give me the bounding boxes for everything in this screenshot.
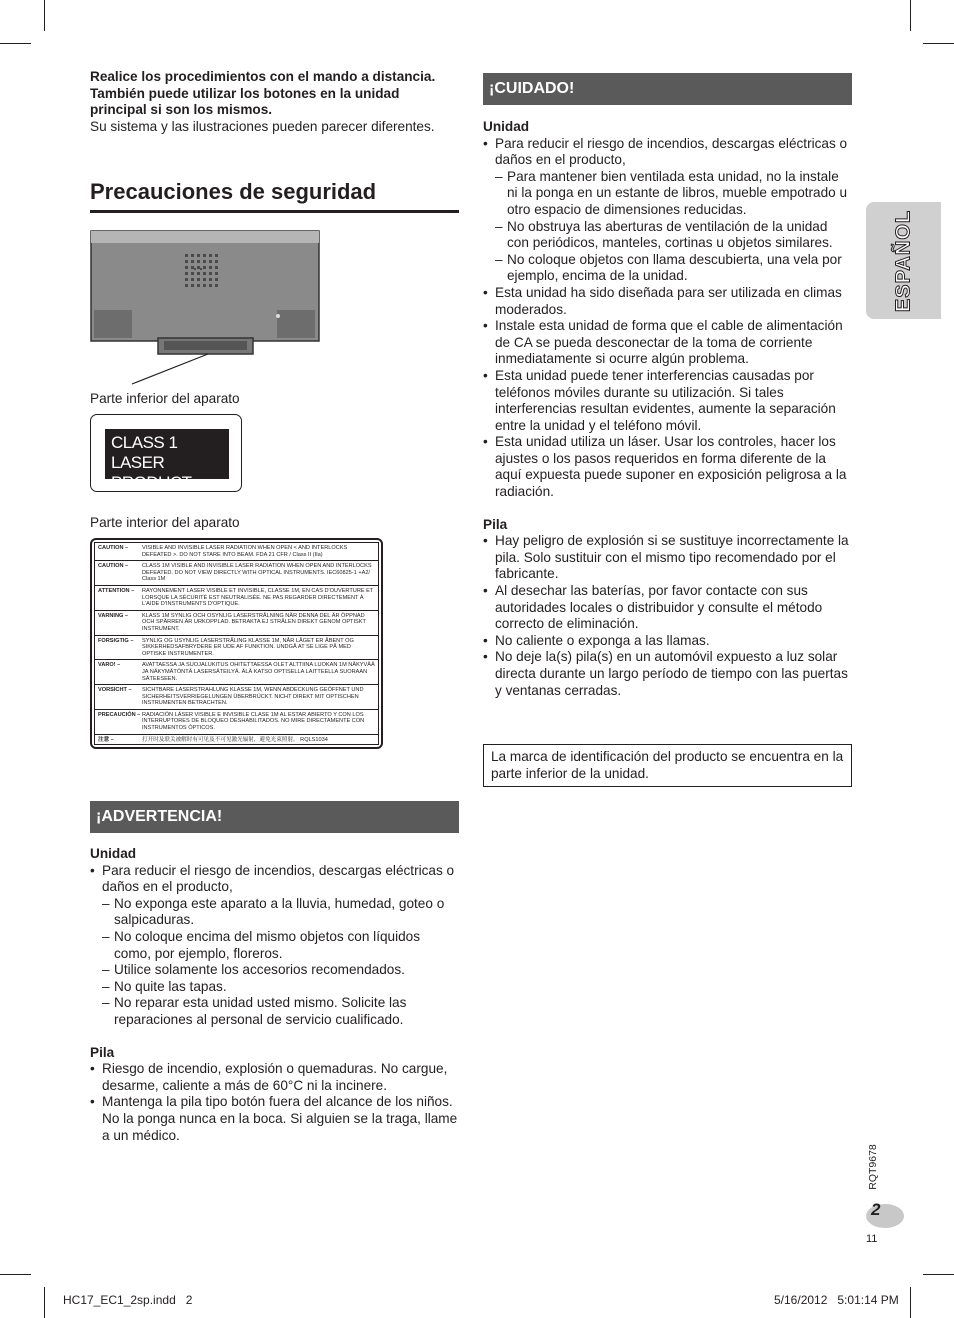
- unidad-label: Unidad: [90, 846, 137, 861]
- warning-row: VARO! – AVATTAESSA JA SUOJALUKITUS OHITETTAESSA OLET ALTTIINA LUOKAN 1M NÄKYVÄÄ JA NÄKYMÄTÖNTÄ LASERSÄTEILYÄ. ÄLÄ KATSO OPTISELLA LAITTEELLA SUORAAN SÄTEESEEN.: [95, 660, 378, 685]
- list-item: • No caliente o exponga a las llamas.: [483, 633, 853, 650]
- page-title: Precauciones de seguridad: [90, 179, 377, 204]
- crop-mark: [923, 1274, 954, 1275]
- list-item: • No deje la(s) pila(s) en un automóvil expuesto a luz solar directa durante un largo período de tiempo con las puertas y ventanas cerradas.: [483, 649, 853, 699]
- laser-class-line: CLASS 1: [111, 433, 178, 452]
- intro-line: Realice los procedimientos con el mando a distancia.: [90, 69, 436, 84]
- warning-row: VORSICHT – SICHTBARE LASERSTRAHLUNG KLASSE 1M, WENN ABDECKUNG GEÖFFNET UND SICHERHEITSVERRIEGELUNGEN ÜBERBRÜCKT. NICHT DIREKT MIT OPTISCHEN INSTRUMENTEN BETRACHTEN.: [95, 685, 378, 710]
- advertencia-body: [90, 846, 460, 1144]
- intro-note: Su sistema y las ilustraciones pueden parecer diferentes.: [90, 118, 435, 134]
- pila-label: Pila: [483, 516, 508, 532]
- sub-item: – No quite las tapas.: [102, 979, 460, 996]
- crop-mark: [0, 1274, 31, 1275]
- warning-row: FORSIGTIG – SYNLIG OG USYNLIG LASERSTRÅLING KLASSE 1M, NÅR LÅGET ER ÅBENT OG SIKKERHEDSAFBRYDERE ER UDE AF FUNKTION. UNDGÅ AT SE LIGE PÅ MED OPTISKE INSTRUMENTER.: [95, 636, 378, 661]
- sub-item: – No coloque objetos con llama descubierta, una vela por ejemplo, encima de la unidad.: [495, 252, 853, 285]
- list-item: • Mantenga la pila tipo botón fuera del alcance de los niños. No la ponga nunca en la boca. Si alguien se la traga, llame a un médico.: [90, 1094, 460, 1144]
- laser-class-label-frame: [90, 414, 242, 492]
- page-title-block: [90, 178, 459, 213]
- laser-warning-label: [90, 538, 383, 749]
- sub-item: – No coloque encima del mismo objetos con líquidos como, por ejemplo, floreros.: [102, 929, 460, 962]
- advertencia-heading: ¡ADVERTENCIA!: [90, 801, 459, 833]
- list-item: • Para reducir el riesgo de incendios, descargas eléctricas o daños en el producto, – No exponga este aparato a la lluvia, humedad, goteo o salpicaduras. – No coloque encima del mismo objetos con líquidos como, por ejemplo, floreros. – Utilice solamente los accesorios recomendados. – No quite las tapas. – No reparar esta unidad usted mismo. Solicite las reparaciones al personal de servicio cualificado.: [90, 863, 460, 1029]
- laser-class-line: LASER PRODUCT: [111, 453, 192, 492]
- crop-mark: [44, 0, 45, 31]
- list-item: • Esta unidad puede tener interferencias causadas por teléfonos móviles durante su utilización. Si tales interferencias resultan evidentes, aumente la separación entre la unidad y el teléfono móvil.: [483, 368, 853, 434]
- list-item: • Riesgo de incendio, explosión o quemaduras. No cargue, desarme, caliente a más de 60°C ni la incinere.: [90, 1061, 460, 1094]
- cuidado-body: [483, 119, 853, 699]
- warning-row: ATTENTION – RAYONNEMENT LASER VISIBLE ET INVISIBLE, CLASSE 1M, EN CAS D'OUVERTURE ET LORSQUE LA SÉCURITÉ EST NEUTRALISÉE. NE PAS REGARDER DIRECTEMENT À L'AIDE D'INSTRUMENTS D'OPTIQUE.: [95, 586, 378, 611]
- cuidado-heading: ¡CUIDADO!: [483, 73, 852, 105]
- product-id-note: La marca de identificación del producto se encuentra en la parte inferior de la unidad.: [483, 744, 852, 787]
- pila-label: Pila: [90, 1044, 115, 1060]
- intro-line: principal si son los mismos.: [90, 102, 273, 118]
- sub-item: – No obstruya las aberturas de ventilación de la unidad con periódicos, manteles, cortinas u objetos similares.: [495, 219, 853, 252]
- page-number: 2: [871, 1200, 881, 1219]
- crop-mark: [910, 1287, 911, 1318]
- list-item: • Esta unidad utiliza un láser. Usar los controles, hacer los ajustes o los pasos requeridos en forma diferente de la aquí expuesta puede suponer en exposición peligrosa a la radiación.: [483, 434, 853, 500]
- language-tab-label: ESPAÑOL: [892, 209, 914, 312]
- warning-row: CAUTION – CLASS 1M VISIBLE AND INVISIBLE LASER RADIATION WHEN OPEN AND INTERLOCKS DEFEATED. DO NOT VIEW DIRECTLY WITH OPTICAL INSTRUMENTS. IEC60825-1 +A2/ Class 1M: [95, 561, 378, 586]
- warning-row: CAUTION – VISIBLE AND INVISIBLE LASER RADIATION WHEN OPEN < AND INTERLOCKS DEFEATED >. DO NOT STARE INTO BEAM. FDA 21 CFR / Class II (IIa): [95, 543, 378, 561]
- crop-mark: [44, 1287, 45, 1318]
- sub-item: – No reparar esta unidad usted mismo. Solicite las reparaciones al personal de servicio cualificado.: [102, 995, 460, 1028]
- unidad-label: Unidad: [483, 119, 530, 134]
- sub-item: – Para mantener bien ventilada esta unidad, no la instale ni la ponga en un estante de libros, mueble empotrado u otro espacio de dimensiones reducidas.: [495, 169, 853, 219]
- caption-bottom: Parte inferior del aparato: [90, 391, 240, 406]
- crop-mark: [923, 43, 954, 44]
- sub-item: – Utilice solamente los accesorios recomendados.: [102, 962, 460, 979]
- laser-class-label: [105, 429, 229, 492]
- sub-item: – No exponga este aparato a la lluvia, humedad, goteo o salpicaduras.: [102, 896, 460, 929]
- file-name: HC17_EC1_2sp.indd 2: [63, 1293, 193, 1307]
- crop-mark: [0, 43, 31, 44]
- intro-block: [90, 69, 460, 135]
- device-bottom-illustration: [90, 228, 322, 388]
- page-number-small: 11: [866, 1233, 878, 1245]
- list-item: • Esta unidad ha sido diseñada para ser utilizada en climas moderados.: [483, 285, 853, 318]
- warning-row: VARNING – KLASS 1M SYNLIG OCH OSYNLIG LASERSTRÅLNING NÄR DENNA DEL ÄR ÖPPNAD OCH SPÄRREN ÄR URKOPPLAD. BETRAKTA EJ STRÅLEN DIREKT GENOM OPTISKT INSTRUMENT.: [95, 611, 378, 636]
- timestamp: 5/16/2012 5:01:14 PM: [774, 1293, 899, 1307]
- doc-code: RQT9678: [867, 1144, 879, 1190]
- list-item: • Para reducir el riesgo de incendios, descargas eléctricas o daños en el producto, – Para mantener bien ventilada esta unidad, no la instale ni la ponga en un estante de libros, mueble empotrado u otro espacio de dimensiones reducidas. – No obstruya las aberturas de ventilación de la unidad con periódicos, manteles, cortinas u objetos similares. – No coloque objetos con llama descubierta, una vela por ejemplo, encima de la unidad.: [483, 136, 853, 285]
- list-item: • Hay peligro de explosión si se sustituye incorrectamente la pila. Solo sustituir con el mismo tipo recomendado por el fabricante.: [483, 533, 853, 583]
- caption-inside: Parte interior del aparato: [90, 515, 240, 530]
- doc-code-block: [858, 1142, 888, 1192]
- language-tab: [866, 202, 941, 319]
- warning-row: 注意 – 打开时及联关被解时有可见及不可见激光辐射，避免光束照射。 RQLS1034: [98, 736, 328, 743]
- intro-line: También puede utilizar los botones en la unidad: [90, 85, 400, 101]
- list-item: • Al desechar las baterías, por favor contacte con sus autoridades locales o distribuidor y consulte el método correcto de eliminación.: [483, 583, 853, 633]
- crop-mark: [910, 0, 911, 31]
- warning-row: PRECAUCIÓN – RADIACIÓN LÁSER VISIBLE E INVISIBLE CLASE 1M AL ESTAR ABIERTO Y CON LOS INTERRUPTORES DE BLOQUEO DESHABILITADOS. NO MIRE DIRECTAMENTE CON INSTRUMENTOS ÓPTICOS.: [95, 710, 378, 735]
- list-item: • Instale esta unidad de forma que el cable de alimentación de CA se pueda desconectar de la toma de corriente inmediatamente si ocurre algún problema.: [483, 318, 853, 368]
